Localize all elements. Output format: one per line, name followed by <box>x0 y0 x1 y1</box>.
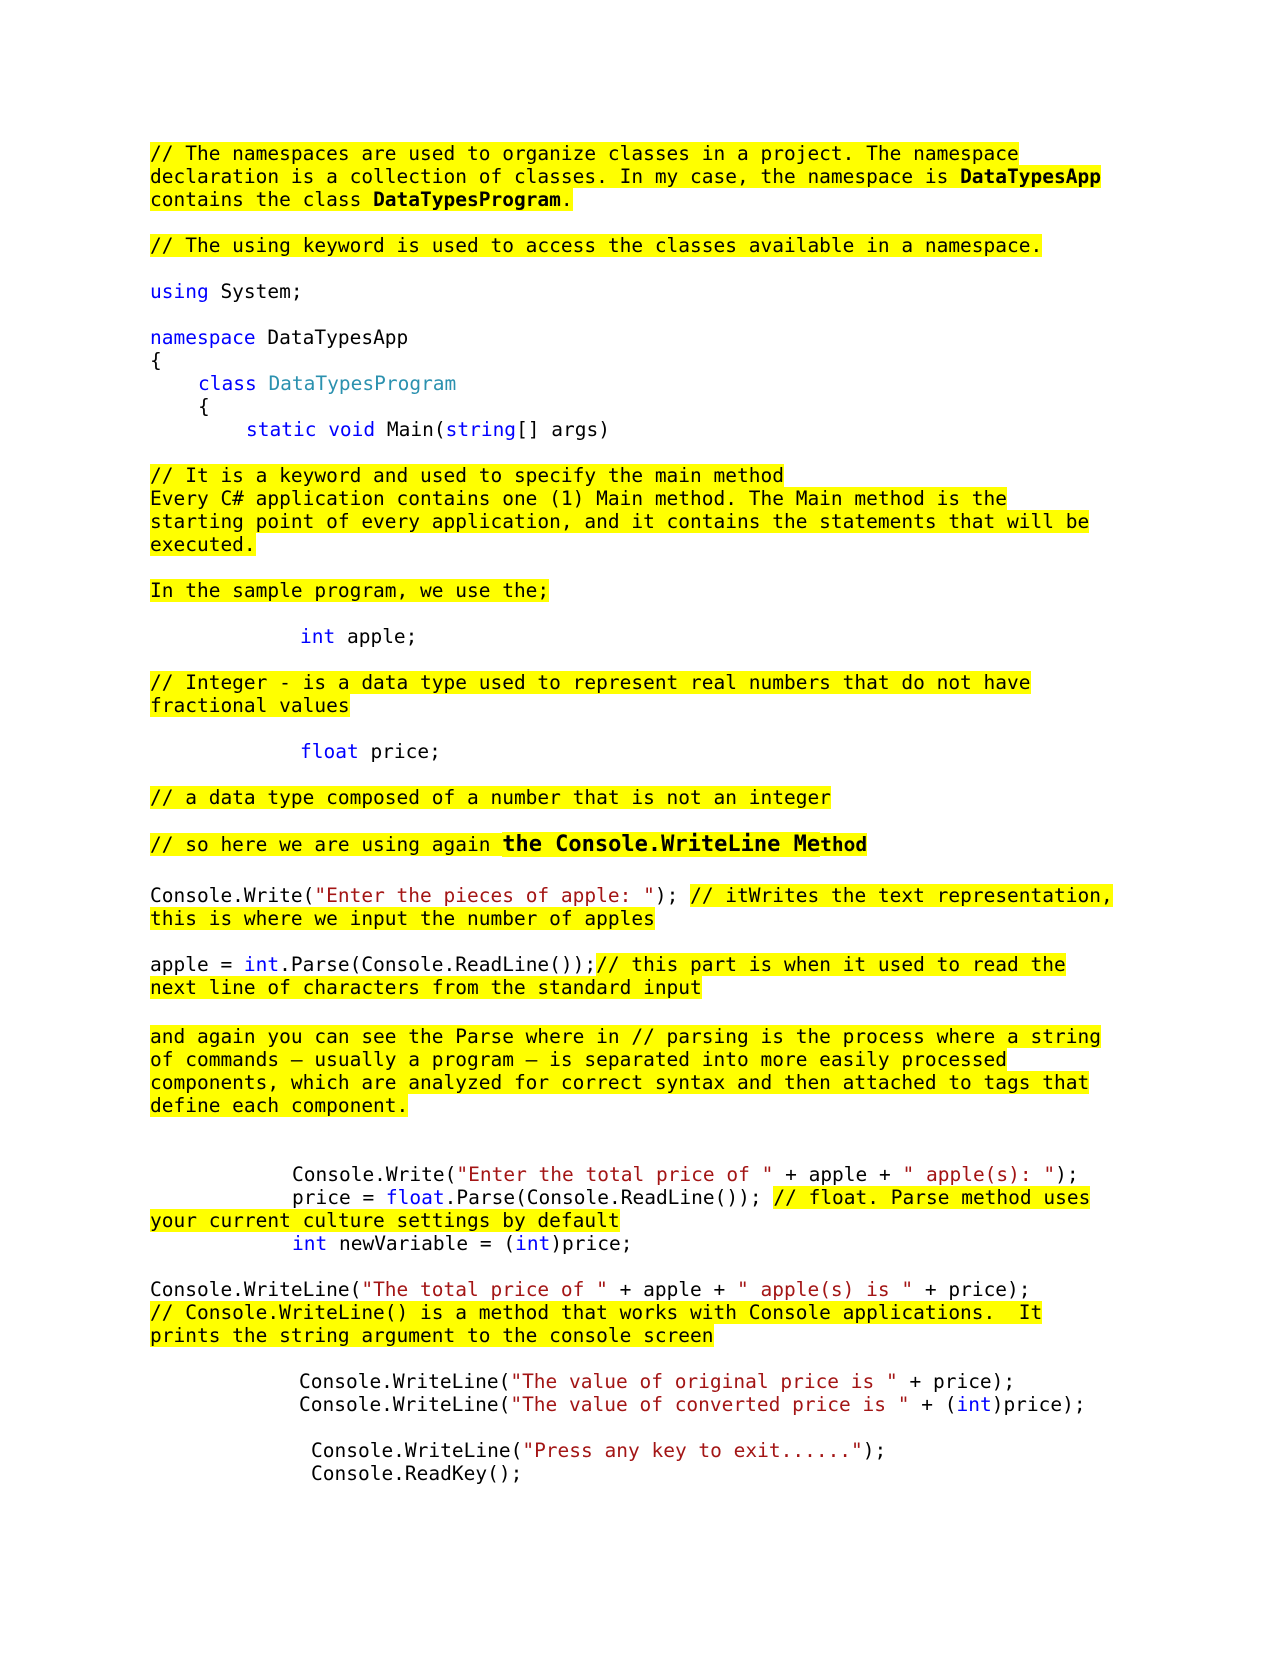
code-class-line <box>198 372 456 395</box>
string-literal: " apple(s): " <box>902 1163 1056 1186</box>
code-text: + price); <box>913 1278 1031 1301</box>
comment-text: // It is a keyword and used to specify the main method <box>150 464 784 487</box>
code-text: Console.Write( <box>150 884 315 907</box>
code-text: apple = <box>150 953 244 976</box>
code-text: { <box>198 395 210 418</box>
code-console-write-comment <box>150 907 655 930</box>
comment-namespaces-line3 <box>150 188 573 211</box>
comment-namespaces-line1 <box>150 142 1019 165</box>
code-console-write-apple <box>150 884 1113 907</box>
comment-text: In the sample program, we use the; <box>150 579 550 602</box>
keyword: using <box>150 280 209 303</box>
comment-text: and again you can see the Parse where in // parsing is the process where a string <box>150 1025 1101 1048</box>
comment-text: Every C# application contains one (1) Main method. The Main method is the <box>150 487 1008 510</box>
string-literal: " apple(s) is " <box>737 1278 914 1301</box>
code-text: price; <box>358 740 441 763</box>
comment-text: contains the class <box>150 188 374 211</box>
keyword: int <box>292 1232 328 1255</box>
string-literal: "The value of original price is " <box>510 1370 898 1393</box>
code-price-parse <box>292 1186 1090 1209</box>
comment-text: your current culture settings by default <box>150 1209 620 1232</box>
comment-text: prints the string argument to the console screen <box>150 1324 714 1347</box>
code-namespace-line <box>150 326 408 349</box>
comment-text: fractional values <box>150 694 350 717</box>
code-apple-parse-comment <box>150 976 702 999</box>
code-float-price <box>300 740 441 763</box>
comment-text: // float. Parse method uses <box>773 1186 1091 1209</box>
code-writeline-total <box>150 1278 1031 1301</box>
comment-text: // this part is when it used to read the <box>596 953 1066 976</box>
code-apple-parse <box>150 953 1066 976</box>
code-text: Console.ReadKey(); <box>311 1462 523 1485</box>
string-literal: "The total price of " <box>361 1278 608 1301</box>
code-text: newVariable = ( <box>327 1232 516 1255</box>
comment-text: // Console.WriteLine() is a method that works with Console applications. It <box>150 1301 1043 1324</box>
comment-emphasis: the Console.WriteLine Me <box>502 832 821 857</box>
comment-parse-line2 <box>150 1048 1007 1071</box>
comment-main-line3 <box>150 510 1089 533</box>
code-text: Console.Write( <box>292 1163 457 1186</box>
keyword: float <box>385 1186 445 1209</box>
keyword: int <box>956 1393 992 1416</box>
comment-emphasis: thod <box>820 833 868 856</box>
comment-integer-line2 <box>150 694 350 717</box>
keyword: namespace <box>150 326 256 349</box>
keyword: int <box>243 953 280 976</box>
comment-integer-line1 <box>150 671 1031 694</box>
comment-text: starting point of every application, and it contains the statements that will be <box>150 510 1090 533</box>
code-writeline-exit <box>311 1439 886 1462</box>
comment-parse-line1 <box>150 1025 1101 1048</box>
comment-writeline-line1 <box>150 1301 1042 1324</box>
keyword: int <box>300 625 336 648</box>
comment-text: . <box>560 188 573 211</box>
class-name-bold: DataTypesProgram <box>373 188 561 211</box>
type-name: DataTypesProgram <box>256 372 457 395</box>
comment-using-keyword <box>150 234 1042 257</box>
comment-text: // so here we are using again <box>150 833 503 856</box>
comment-text: declaration is a collection of classes. In my case, the namespace is <box>150 165 961 188</box>
code-text: Console.WriteLine( <box>311 1439 523 1462</box>
code-new-variable <box>292 1232 633 1255</box>
code-int-apple <box>300 625 417 648</box>
code-text: Console.WriteLine( <box>299 1370 511 1393</box>
code-text: Main( <box>375 418 446 441</box>
comment-text: // Integer - is a data type used to represent real numbers that do not have <box>150 671 1031 694</box>
comment-sample-program <box>150 579 549 602</box>
code-text: + apple + <box>773 1163 903 1186</box>
comment-text: // itWrites the text representation, <box>690 884 1113 907</box>
keyword: class <box>198 372 257 395</box>
comment-console-writeline <box>150 833 867 856</box>
code-readkey <box>311 1462 522 1485</box>
code-text: apple; <box>335 625 418 648</box>
code-text: + price); <box>897 1370 1016 1393</box>
code-text: [] args) <box>516 418 610 441</box>
code-text: + apple + <box>607 1278 738 1301</box>
comment-parse-line3 <box>150 1071 1089 1094</box>
string-literal: "Enter the total price of " <box>456 1163 774 1186</box>
code-class-brace <box>198 395 210 418</box>
comment-main-line1 <box>150 464 784 487</box>
string-literal: "The value of converted price is " <box>510 1393 910 1416</box>
keyword: float <box>300 740 359 763</box>
comment-text: components, which are analyzed for correct syntax and then attached to tags that <box>150 1071 1090 1094</box>
comment-text: // The using keyword is used to access the classes available in a namespace. <box>150 234 1043 257</box>
keyword: int <box>515 1232 551 1255</box>
comment-text: // a data type composed of a number that is not an integer <box>150 786 831 809</box>
string-literal: "Enter the pieces of apple: " <box>314 884 655 907</box>
keyword: static <box>246 418 317 441</box>
code-price-parse-comment <box>150 1209 620 1232</box>
comment-namespaces-line2 <box>150 165 1101 188</box>
comment-text: next line of characters from the standard input <box>150 976 702 999</box>
keyword: string <box>445 418 517 441</box>
code-writeline-converted <box>299 1393 1086 1416</box>
comment-text: executed. <box>150 533 256 556</box>
code-brace-open <box>150 349 162 372</box>
code-console-write-price <box>292 1163 1079 1186</box>
code-text: + ( <box>909 1393 957 1416</box>
comment-text: // The namespaces are used to organize classes in a project. The namespace <box>150 142 1019 165</box>
comment-main-line2 <box>150 487 1007 510</box>
comment-writeline-line2 <box>150 1324 714 1347</box>
comment-main-line4 <box>150 533 256 556</box>
comment-text: of commands – usually a program – is separated into more easily processed <box>150 1048 1008 1071</box>
code-text: Console.WriteLine( <box>299 1393 511 1416</box>
namespace-name-bold: DataTypesApp <box>960 165 1101 188</box>
code-main-line <box>246 418 610 441</box>
code-text: System; <box>208 280 303 303</box>
code-text: ); <box>862 1439 887 1462</box>
code-text: .Parse(Console.ReadLine()); <box>444 1186 774 1209</box>
comment-float <box>150 786 831 809</box>
code-text: ); <box>1055 1163 1079 1186</box>
keyword: void <box>316 418 376 441</box>
code-text: )price); <box>991 1393 1086 1416</box>
code-text: ); <box>654 884 691 907</box>
code-text: Console.WriteLine( <box>150 1278 362 1301</box>
comment-text: this is where we input the number of apples <box>150 907 655 930</box>
code-text: DataTypesApp <box>255 326 409 349</box>
code-text: { <box>150 349 162 372</box>
comment-text: define each component. <box>150 1094 409 1117</box>
code-text: )price; <box>550 1232 633 1255</box>
comment-parse-line4 <box>150 1094 408 1117</box>
string-literal: "Press any key to exit......" <box>522 1439 863 1462</box>
code-text: price = <box>292 1186 386 1209</box>
code-using-line <box>150 280 303 303</box>
code-writeline-original <box>299 1370 1015 1393</box>
code-text: .Parse(Console.ReadLine()); <box>279 953 597 976</box>
